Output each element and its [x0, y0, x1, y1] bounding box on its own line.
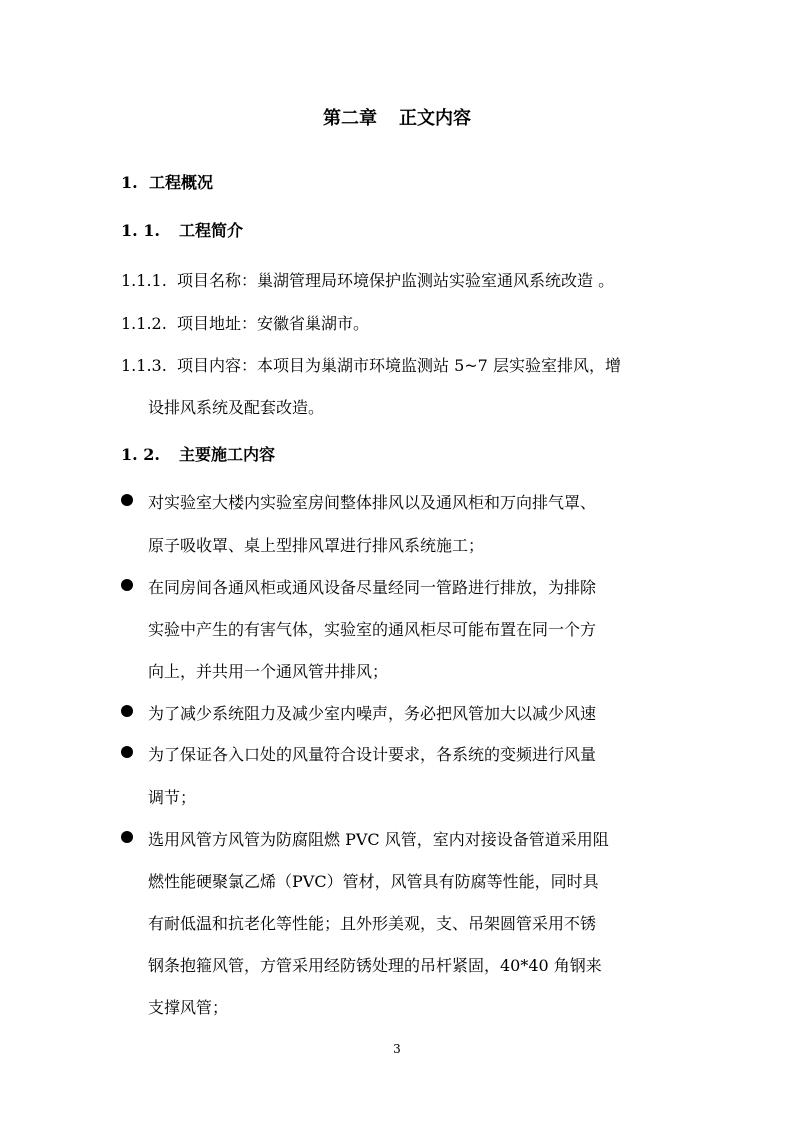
bullet-line: 为了减少系统阻力及减少室内噪声，务必把风管加大以减少风速 [148, 704, 597, 723]
chapter-title [0, 104, 794, 130]
chapter-number: 第二章 [323, 108, 377, 129]
section-title: 主要施工内容 [179, 445, 276, 464]
section-title: 工程简介 [179, 221, 244, 240]
item-number: 1.1.1. [121, 271, 167, 290]
section-title: 工程概况 [149, 173, 214, 192]
bullet-line: 在同房间各通风柜或通风设备尽量经同一管路进行排放，为排除 [148, 578, 597, 597]
section-heading-1-2 [121, 442, 275, 465]
bullet-line: 有耐低温和抗老化等性能；且外形美观，支、吊架圆管采用不锈 [148, 914, 597, 933]
section-number: 1. 2. [121, 445, 160, 464]
item-text: 项目名称：巢湖管理局环境保护监测站实验室通风系统改造 。 [177, 271, 615, 290]
bullet-dot [121, 579, 133, 591]
bullet-dot [121, 831, 133, 843]
item-1-1-3 [121, 353, 681, 376]
item-1-1-3-continuation: 设排风系统及配套改造。 [148, 398, 325, 417]
bullet-line: 燃性能硬聚氯乙烯（PVC）管材，风管具有防腐等性能，同时具 [148, 872, 599, 891]
item-1-1-1 [121, 268, 681, 291]
bullet-line: 实验中产生的有害气体，实验室的通风柜尽可能布置在同一个方 [148, 620, 597, 639]
bullet-line: 对实验室大楼内实验室房间整体排风以及通风柜和万向排气罩、 [148, 493, 597, 512]
item-1-1-2 [121, 311, 681, 334]
section-heading-1-1 [121, 218, 243, 241]
item-text: 项目地址：安徽省巢湖市。 [177, 314, 370, 333]
section-number: 1. 1. [121, 221, 160, 240]
bullet-line: 支撑风管； [148, 998, 229, 1017]
bullet-dot [121, 494, 133, 506]
bullet-dot [121, 746, 133, 758]
section-number: 1. [121, 173, 138, 192]
bullet-line: 为了保证各入口处的风量符合设计要求，各系统的变频进行风量 [148, 745, 597, 764]
item-number: 1.1.3. [121, 356, 167, 375]
page-number: 3 [393, 1042, 401, 1056]
item-number: 1.1.2. [121, 314, 167, 333]
bullet-line: 调节； [148, 788, 197, 807]
bullet-line: 钢条抱箍风管，方管采用经防锈处理的吊杆紧固，40*40 角钢来 [148, 956, 602, 975]
chapter-name: 正文内容 [399, 108, 471, 129]
item-text: 项目内容：本项目为巢湖市环境监测站 5~7 层实验室排风，增 [177, 356, 621, 375]
bullet-line: 向上，并共用一个通风管井排风； [148, 662, 389, 681]
bullet-line: 选用风管方风管为防腐阻燃 PVC 风管，室内对接设备管道采用阻 [148, 830, 609, 849]
section-heading-1 [121, 170, 213, 193]
bullet-line: 原子吸收罩、桌上型排风罩进行排风系统施工； [148, 536, 485, 555]
bullet-dot [121, 705, 133, 717]
